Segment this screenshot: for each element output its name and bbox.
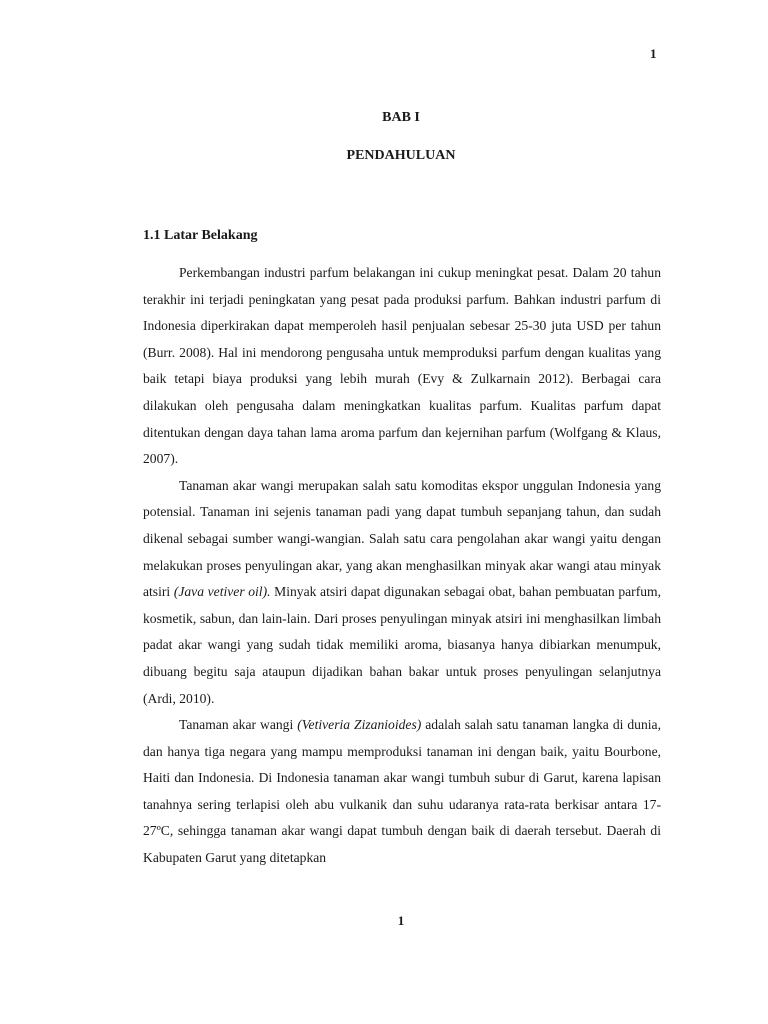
paragraph-2-italic-term: (Java vetiver oil).: [173, 584, 271, 600]
paragraph-3-text-a: Tanaman akar wangi: [179, 717, 298, 733]
paragraph-2-text-a: Tanaman akar wangi merupakan salah satu komoditas ekspor unggulan Indonesia yang potensial. Tanaman ini sejenis tanaman padi yang dapat tumbuh sepanjang tahun, dan sudah dikenal sebagai sumber wangi-wangian. Salah satu cara pengolahan akar wangi yaitu dengan melakukan proses penyulingan akar, yang akan menghasilkan minyak akar wangi atau minyak atsiri: [143, 477, 661, 600]
paragraph-2: [143, 473, 661, 712]
page-number-top: 1: [650, 46, 657, 61]
page-number-bottom: 1: [397, 913, 405, 928]
chapter-label: BAB I: [382, 110, 420, 125]
chapter-title: PENDAHULUAN: [346, 148, 456, 163]
paragraph-3-italic-term: (Vetiveria Zizanioides): [297, 717, 422, 733]
paragraph-3: [143, 712, 661, 872]
section-heading: 1.1 Latar Belakang: [143, 228, 258, 243]
paragraph-1: Perkembangan industri parfum belakangan ini cukup meningkat pesat. Dalam 20 tahun terakhir ini terjadi peningkatan yang pesat pada produksi parfum. Bahkan industri parfum di Indonesia diperkirakan dapat memperoleh hasil penjualan sebesar 25-30 juta USD per tahun (Burr. 2008). Hal ini mendorong pengusaha untuk memproduksi parfum dengan kualitas yang baik tetapi biaya produksi yang lebih murah (Evy & Zulkarnain 2012). Berbagai cara dilakukan oleh pengusaha dalam meningkatkan kualitas parfum. Kualitas parfum dapat ditentukan dengan daya tahan lama aroma parfum dan kejernihan parfum (Wolfgang & Klaus, 2007).: [143, 265, 661, 467]
paragraph-3-text-b: adalah salah satu tanaman langka di dunia, dan hanya tiga negara yang mampu memproduksi tanaman ini dengan baik, yaitu Bourbone, Haiti dan Indonesia. Di Indonesia tanaman akar wangi tumbuh subur di Garut, karena lapisan tanahnya sering terlapisi oleh abu vulkanik dan suhu udaranya rata-rata berkisar antara 17-27ºC, sehingga tanaman akar wangi dapat tumbuh dengan baik di daerah tersebut. Daerah di Kabupaten Garut yang ditetapkan: [143, 717, 661, 866]
paragraph-2-text-b: Minyak atsiri dapat digunakan sebagai obat, bahan pembuatan parfum, kosmetik, sabun, dan lain-lain. Dari proses penyulingan minyak atsiri ini menghasilkan limbah padat akar wangi yang sudah tidak memiliki aroma, biasanya hanya dibiarkan menumpuk, dibuang begitu saja ataupun dijadikan bahan bakar untuk proses penyulingan selanjutnya (Ardi, 2010).: [143, 584, 661, 706]
body-text: [143, 260, 661, 872]
